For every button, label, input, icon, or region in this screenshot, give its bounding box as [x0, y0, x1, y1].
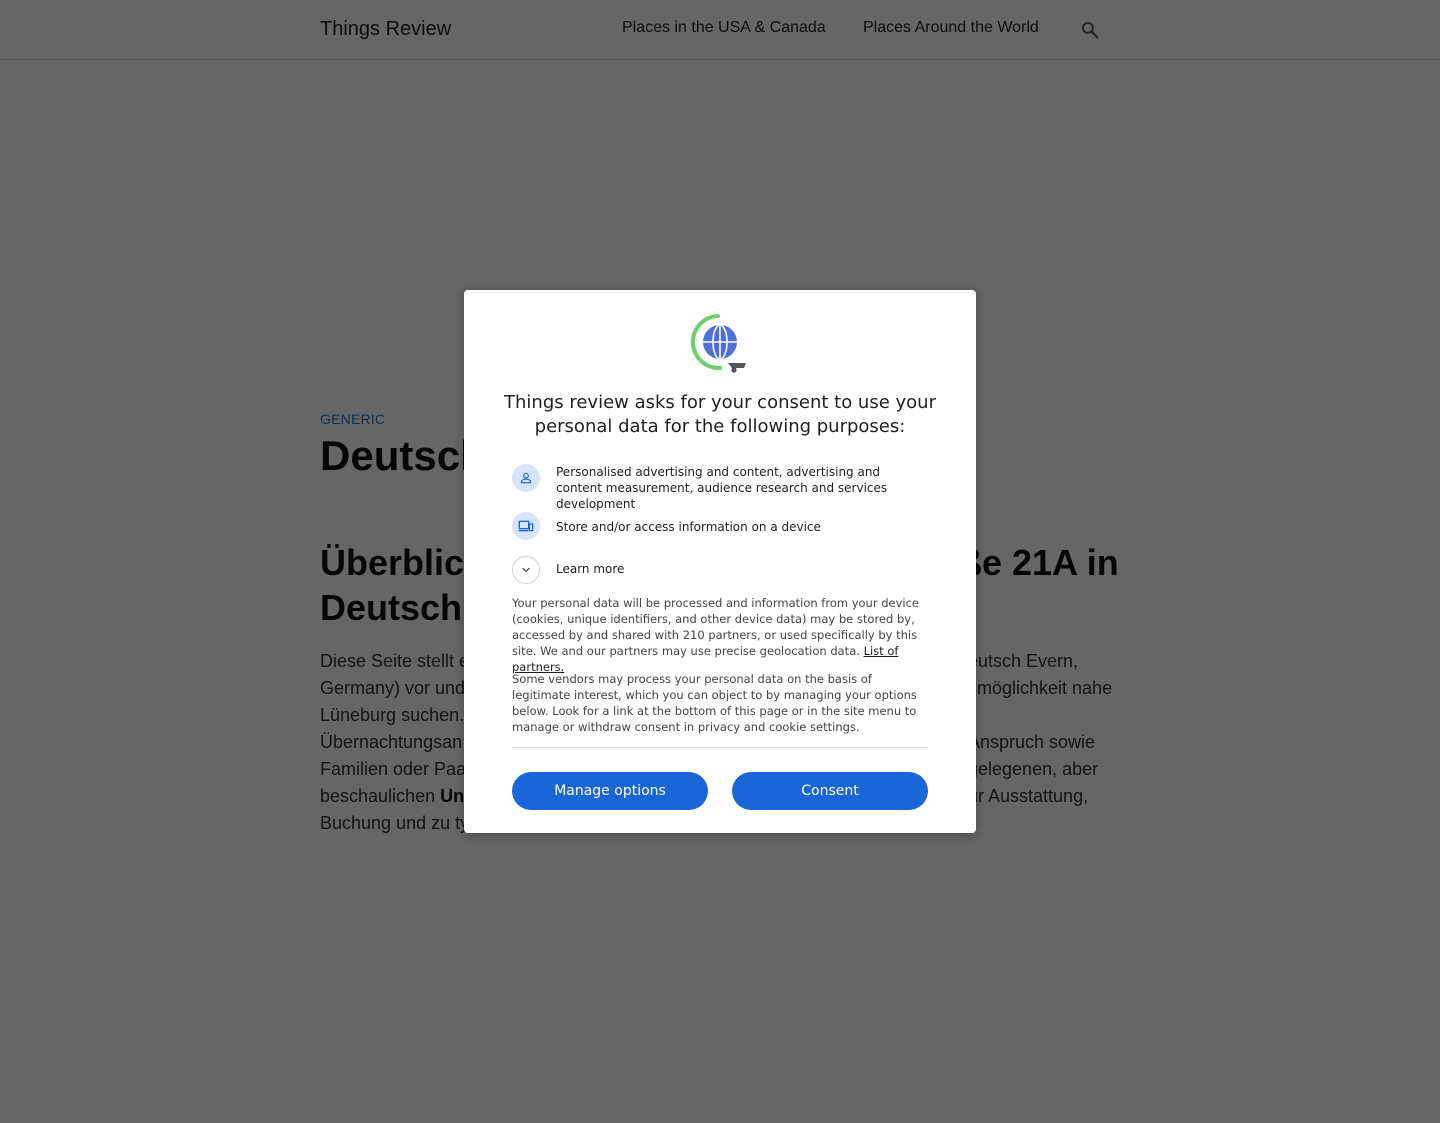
globe-consent-logo: [688, 312, 752, 376]
list-of-partners-link[interactable]: List of partners.: [512, 644, 899, 674]
consent-dialog: [464, 290, 976, 833]
consent-heading: Things review asks for your consent to use your personal data for the following purposes:: [504, 392, 936, 437]
purpose-text: Personalised advertising and content, advertising and content measurement, audience research and services development: [556, 465, 888, 511]
learn-more-label[interactable]: Learn more: [556, 562, 625, 576]
consent-button[interactable]: Consent: [732, 772, 928, 810]
learn-more-toggle[interactable]: [512, 556, 812, 584]
data-processing-notice: Your personal data will be processed and information from your device (cookies, unique identifiers, and other device data) may be stored by, accessed by and shared with 210 partners, or used specifically by this site. We and our partners may use precise geolocation data. List of partners.: [512, 596, 920, 674]
chevron-down-icon[interactable]: [512, 556, 540, 584]
purpose-text: Store and/or access information on a device: [556, 520, 821, 534]
legitimate-interest-notice: Some vendors may process your personal data on the basis of legitimate interest, which you can object to by managing your options below. Look for a link at the bottom of this page or in the site menu to manage or withdraw consent in privacy and cookie settings.: [512, 672, 917, 734]
person-icon: [512, 464, 540, 492]
manage-options-button[interactable]: Manage options: [512, 772, 708, 810]
devices-icon: [512, 512, 540, 540]
dialog-divider: [512, 747, 928, 748]
